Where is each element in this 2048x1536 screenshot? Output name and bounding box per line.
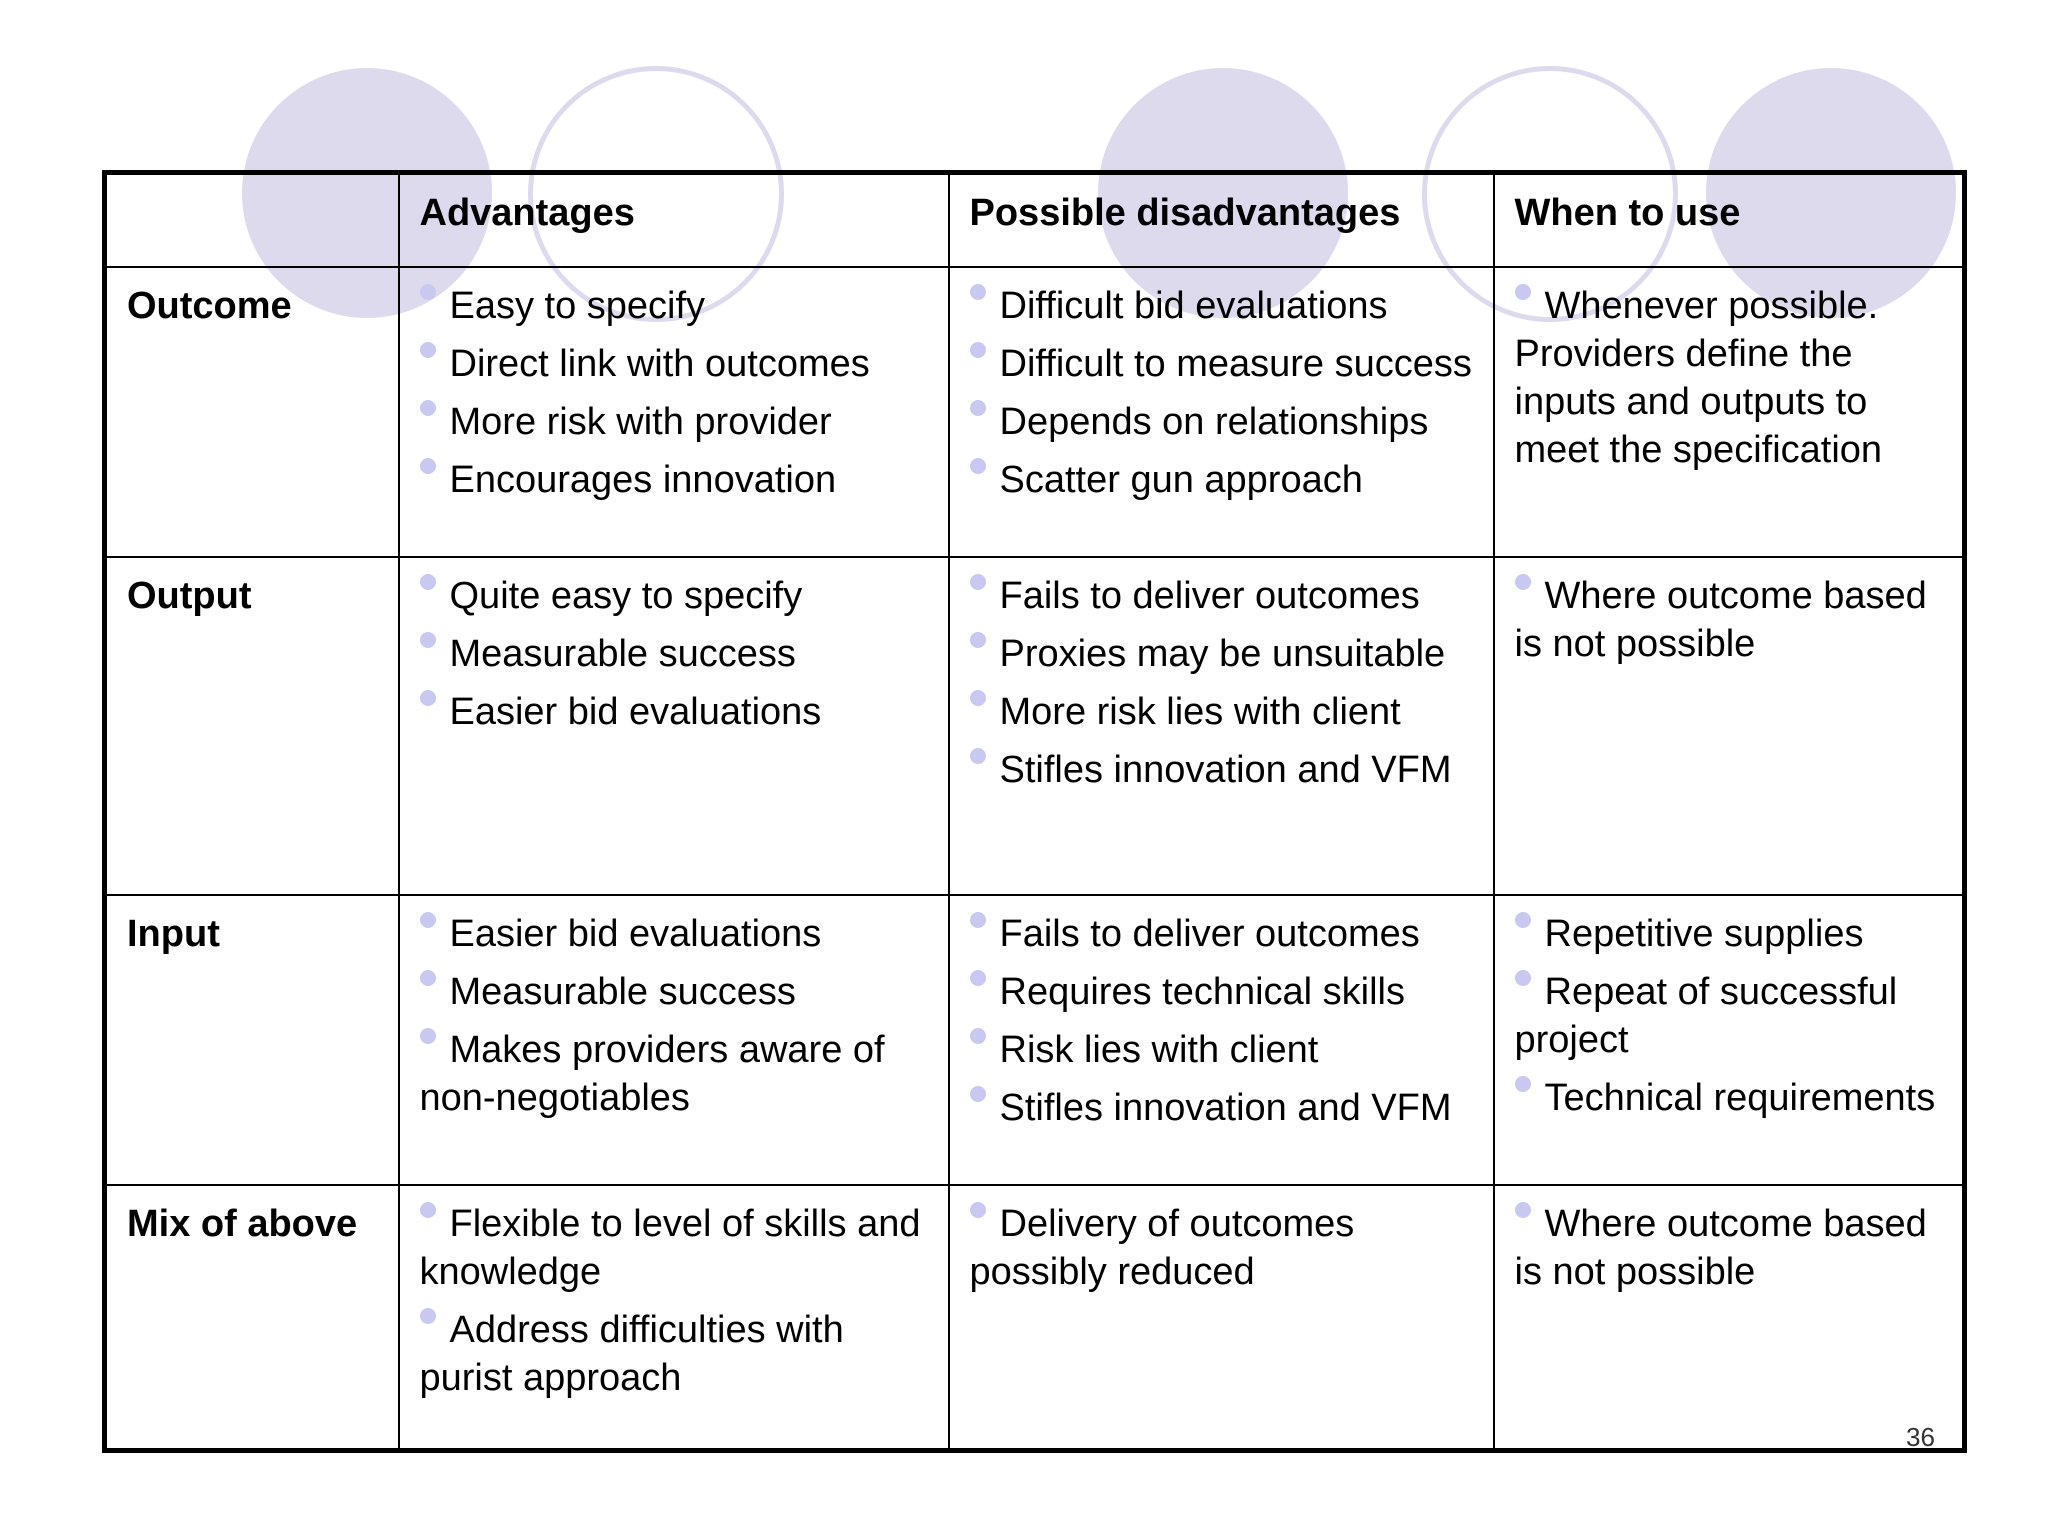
list-item: Easy to specify: [420, 282, 928, 330]
list-item: Repetitive supplies: [1515, 910, 1943, 958]
row-label: Mix of above: [105, 1185, 399, 1451]
list-item: Stifles innovation and VFM: [970, 746, 1473, 794]
bullet-icon: [970, 748, 986, 764]
list-item: More risk with provider: [420, 398, 928, 446]
list-item: Where outcome based is not possible: [1514, 1202, 1927, 1293]
list-item: Direct link with outcomes: [420, 340, 928, 388]
list-item: Measurable success: [420, 968, 928, 1016]
list-item: Whenever possible. Providers define the inputs and outputs to meet the specification: [1514, 284, 1883, 471]
bullet-icon: [970, 690, 986, 706]
bullet-icon: [970, 284, 986, 300]
list-item: Technical requirements: [1515, 1074, 1943, 1122]
when-to-use-cell: [1494, 895, 1965, 1185]
comparison-table: [102, 170, 1967, 1453]
bullet-icon: [420, 1308, 436, 1324]
bullet-icon: [1515, 970, 1531, 986]
disadvantages-cell: [949, 1185, 1494, 1451]
when-to-use-cell: [1494, 267, 1965, 557]
bullet-icon: [420, 458, 436, 474]
bullet-icon: [420, 632, 436, 648]
advantages-cell: [399, 557, 949, 895]
bullet-icon: [970, 458, 986, 474]
list-item: Measurable success: [420, 630, 928, 678]
list-item: Makes providers aware of non-negotiables: [419, 1028, 885, 1119]
bullet-icon: [970, 342, 986, 358]
row-label: Output: [105, 557, 399, 895]
header-advantages: Advantages: [399, 173, 949, 267]
bullet-icon: [420, 690, 436, 706]
bullet-icon: [970, 1202, 986, 1218]
row-label: Input: [105, 895, 399, 1185]
page-number: 36: [1906, 1422, 1935, 1452]
header-row: [105, 173, 1965, 267]
list-item: Delivery of outcomes possibly reduced: [969, 1202, 1355, 1293]
bullet-icon: [420, 912, 436, 928]
bullet-icon: [1515, 1076, 1531, 1092]
list-item: Encourages innovation: [420, 456, 928, 504]
list-item: Requires technical skills: [970, 968, 1473, 1016]
bullet-icon: [420, 574, 436, 590]
bullet-icon: [420, 970, 436, 986]
header-when-to-use: When to use: [1494, 173, 1965, 267]
list-item: Depends on relationships: [970, 398, 1473, 446]
advantages-cell: [399, 1185, 949, 1451]
bullet-icon: [970, 400, 986, 416]
bullet-icon: [970, 970, 986, 986]
row-label: Outcome: [105, 267, 399, 557]
table-row: [105, 895, 1965, 1185]
when-to-use-cell: [1494, 557, 1965, 895]
bullet-icon: [1515, 284, 1531, 300]
bullet-icon: [420, 400, 436, 416]
bullet-icon: [1515, 574, 1531, 590]
disadvantages-cell: [949, 895, 1494, 1185]
table-row: [105, 557, 1965, 895]
list-item: Stifles innovation and VFM: [970, 1084, 1473, 1132]
list-item: Proxies may be unsuitable: [970, 630, 1473, 678]
list-item: Difficult to measure success: [970, 340, 1473, 388]
disadvantages-cell: [949, 557, 1494, 895]
list-item: Fails to deliver outcomes: [970, 910, 1473, 958]
header-corner: [105, 173, 399, 267]
table-row: [105, 267, 1965, 557]
list-item: Easier bid evaluations: [420, 688, 928, 736]
header-disadvantages: Possible disadvantages: [949, 173, 1494, 267]
bullet-icon: [420, 284, 436, 300]
list-item: Flexible to level of skills and knowledge: [419, 1202, 921, 1293]
bullet-icon: [420, 342, 436, 358]
advantages-cell: [399, 267, 949, 557]
list-item: Repeat of successful project: [1514, 970, 1898, 1061]
when-to-use-cell: [1494, 1185, 1965, 1451]
bullet-icon: [1515, 1202, 1531, 1218]
disadvantages-cell: [949, 267, 1494, 557]
table-row: [105, 1185, 1965, 1451]
list-item: Fails to deliver outcomes: [970, 572, 1473, 620]
list-item: Scatter gun approach: [970, 456, 1473, 504]
bullet-icon: [1515, 912, 1531, 928]
advantages-cell: [399, 895, 949, 1185]
bullet-icon: [970, 1028, 986, 1044]
bullet-icon: [420, 1028, 436, 1044]
bullet-icon: [970, 1086, 986, 1102]
list-item: Risk lies with client: [970, 1026, 1473, 1074]
bullet-icon: [970, 912, 986, 928]
list-item: Where outcome based is not possible: [1514, 574, 1927, 665]
bullet-icon: [970, 632, 986, 648]
list-item: Difficult bid evaluations: [970, 282, 1473, 330]
list-item: Easier bid evaluations: [420, 910, 928, 958]
bullet-icon: [420, 1202, 436, 1218]
list-item: More risk lies with client: [970, 688, 1473, 736]
list-item: Address difficulties with purist approach: [419, 1308, 844, 1399]
list-item: Quite easy to specify: [420, 572, 928, 620]
bullet-icon: [970, 574, 986, 590]
